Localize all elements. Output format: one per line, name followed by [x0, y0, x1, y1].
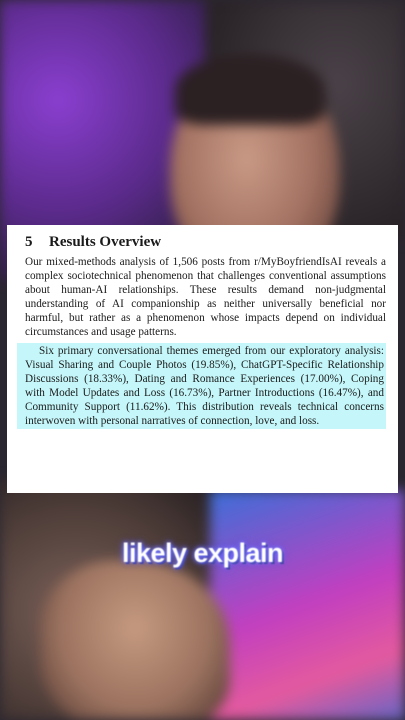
paper-excerpt-card [7, 225, 398, 493]
colorful-shirt-region [210, 490, 405, 720]
paragraph-2: Six primary conversational themes emerged from our exploratory analysis: Visual Sharing and Couple Photos (19.85%), ChatGPT-Specific Relationship Discussions (18.33%), Dating and Romance Experiences (17.00%), Coping with Model Updates and Loss (16.73%), Partner Introductions (16.47%), and Community Support (11.62%). This distribution reveals technical concerns interwoven with personal narratives of connection, love, and loss. [25, 344, 384, 428]
section-number: 5 [25, 234, 33, 250]
subtitle-caption: likely explain [121, 538, 284, 568]
section-title: Results Overview [49, 234, 162, 250]
paragraph-1: Our mixed-methods analysis of 1,506 posts from r/MyBoyfriendIsAI reveals a complex sociotechnical phenomenon that challenges conventional assumptions about human-AI relationships. These results demand non-judgmental understanding of AI companionship as neither universally beneficial nor harmful, but rather as a phenomenon whose impacts depend on individual circumstances and usage patterns. [25, 256, 386, 339]
highlighted-paragraph [17, 343, 386, 430]
section-heading [25, 233, 386, 251]
presenter-hair [175, 55, 325, 125]
presenter-hand [40, 560, 230, 720]
